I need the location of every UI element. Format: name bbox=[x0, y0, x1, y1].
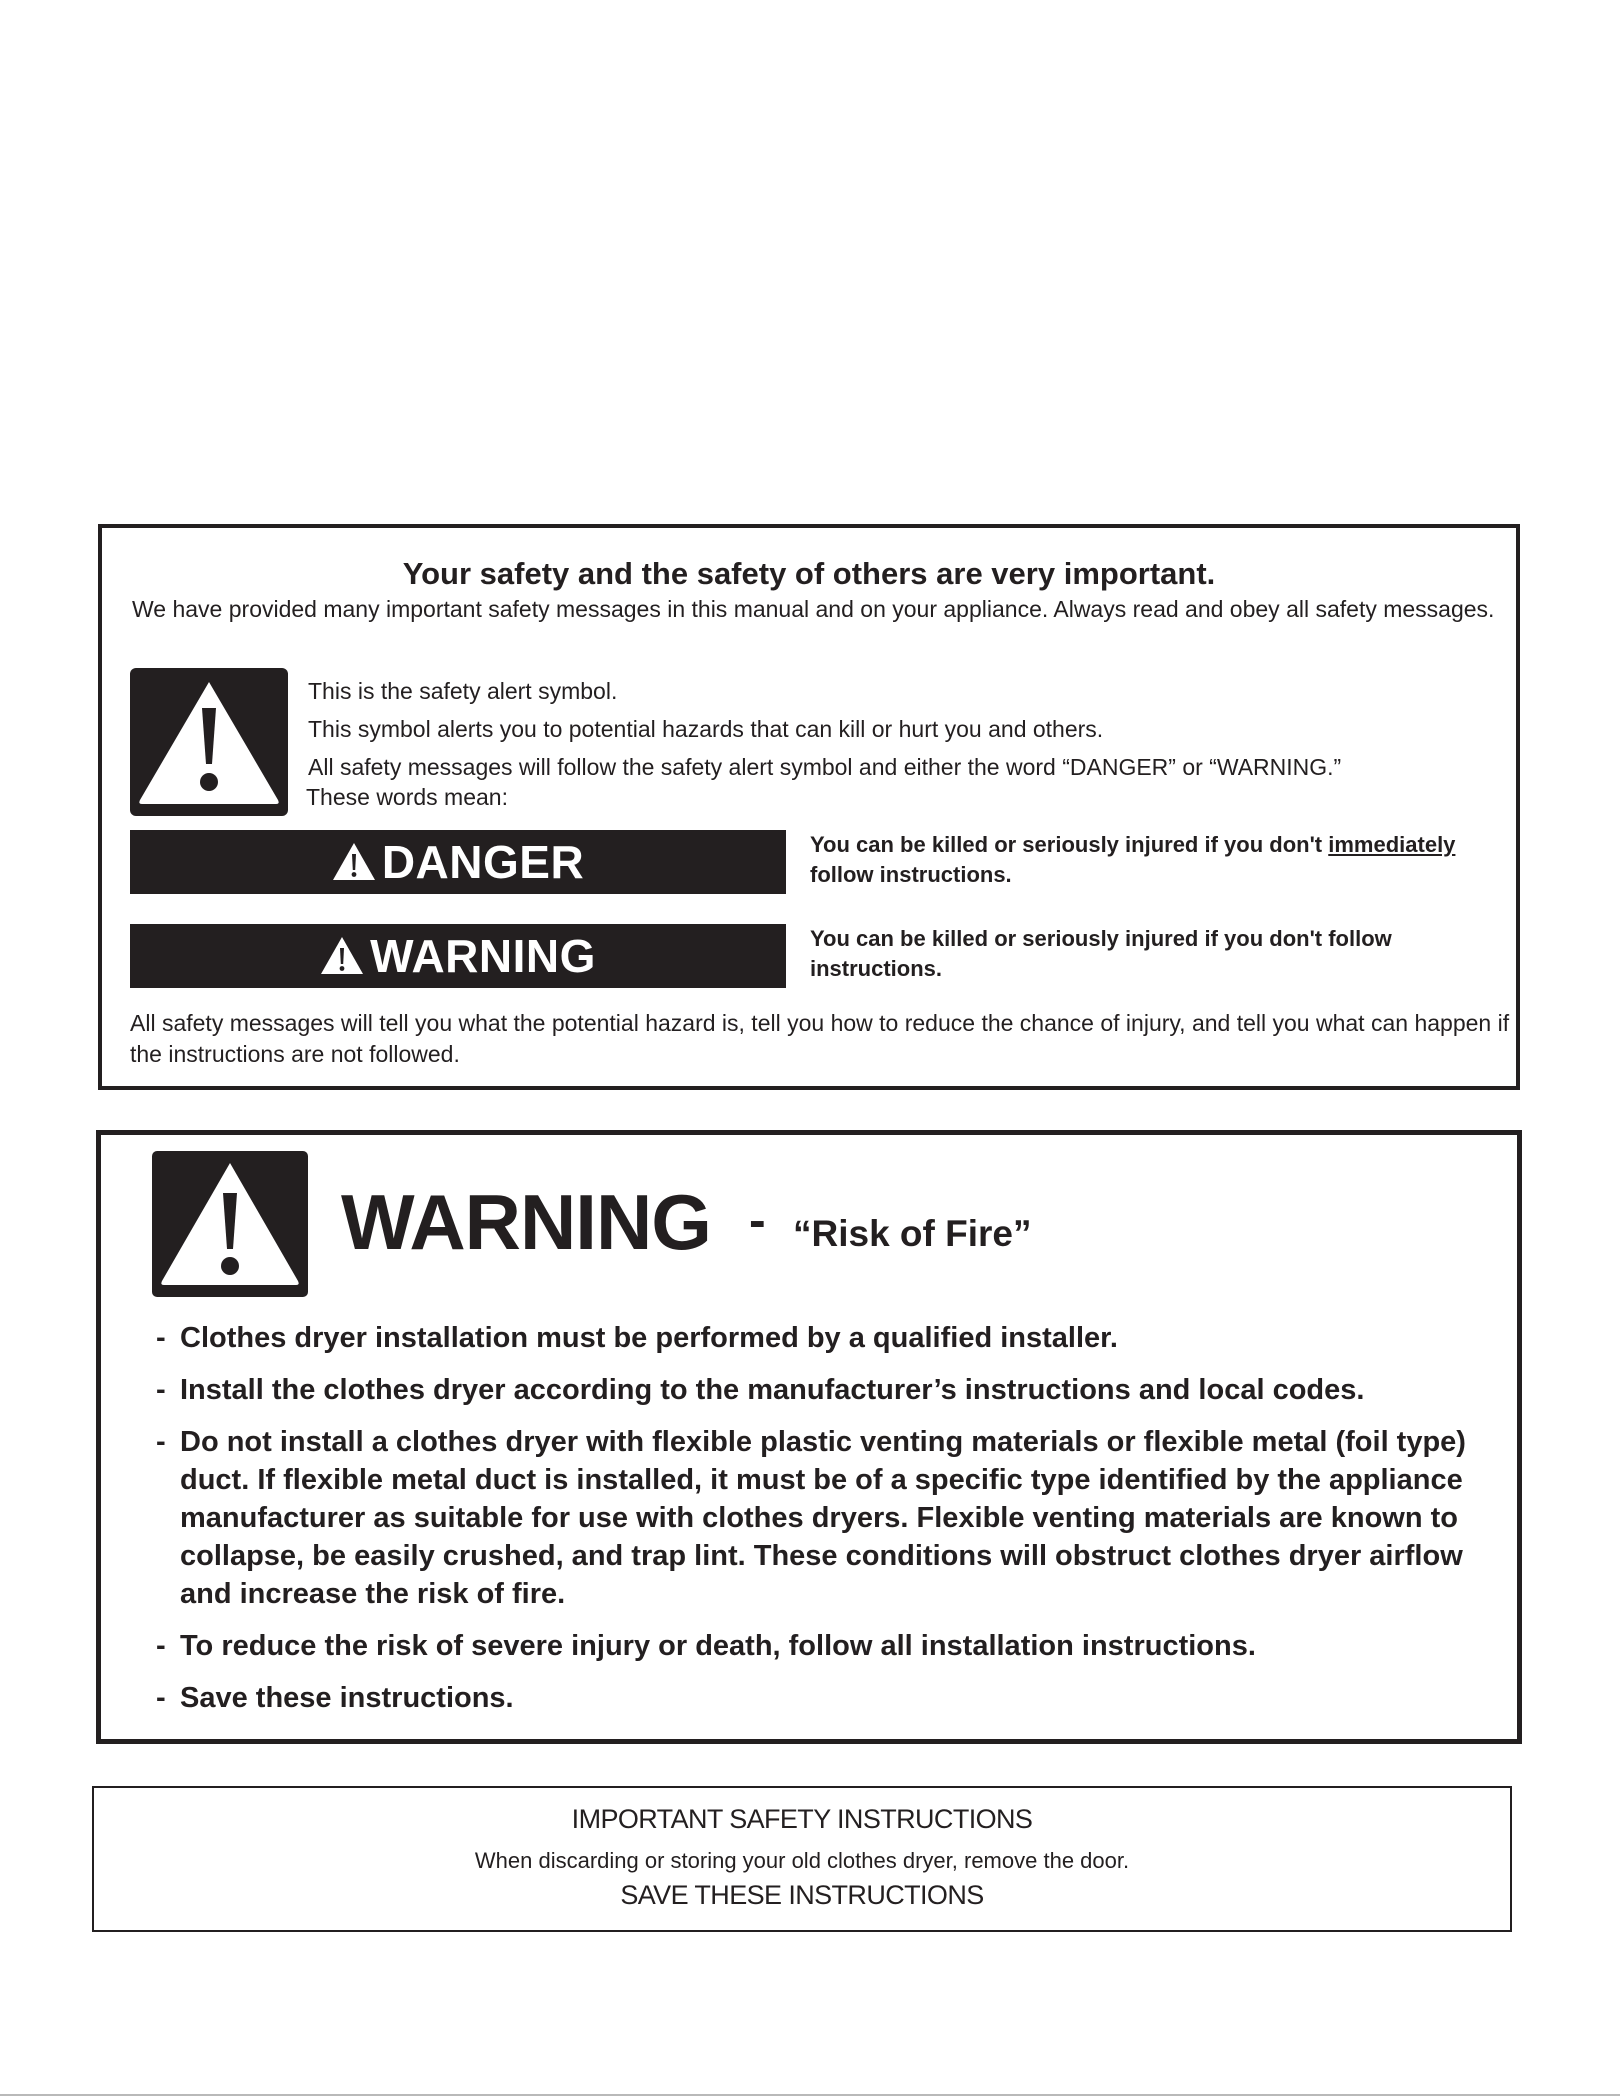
bullet-dash: - bbox=[156, 1322, 166, 1354]
safety-intro-text: We have provided many important safety messages in this manual and on your appliance. Always read and obey all safety messages. bbox=[132, 596, 1495, 622]
alert-line-2: This symbol alerts you to potential hazards that can kill or hurt you and others. bbox=[308, 716, 1104, 742]
fire-warning-list bbox=[156, 1319, 1516, 1731]
safety-footer-text: All safety messages will tell you what the potential hazard is, tell you how to reduce the chance of injury, and tell you what can happen if the instructions are not followed. bbox=[130, 1010, 1510, 1067]
danger-text-after: follow instructions. bbox=[810, 862, 1012, 887]
page-bottom-rule bbox=[0, 2094, 1620, 2096]
alert-line-3: All safety messages will follow the safety alert symbol and either the word “DANGER” or “WARNING.” bbox=[308, 754, 1342, 780]
safety-title: Your safety and the safety of others are very important. bbox=[402, 556, 1216, 591]
list-item bbox=[156, 1627, 1516, 1665]
danger-text-before: You can be killed or seriously injured if you don't bbox=[810, 832, 1329, 857]
list-item-text: To reduce the risk of severe injury or death, follow all installation instructions. bbox=[180, 1630, 1256, 1662]
list-item-text: Install the clothes dryer according to the manufacturer’s instructions and local codes. bbox=[180, 1374, 1365, 1406]
bullet-dash: - bbox=[156, 1630, 166, 1662]
bullet-dash: - bbox=[156, 1682, 166, 1714]
instructions-footer: SAVE THESE INSTRUCTIONS bbox=[620, 1880, 984, 1910]
list-item bbox=[156, 1679, 1516, 1717]
list-item-text: Do not install a clothes dryer with flexible plastic venting materials or flexible metal (foil type) duct. If flexible metal duct is installed, it must be of a specific type identified by the appliance manufacturer as suitable for use with clothes dryers. Flexible venting materials are known to collapse, be easily crushed, and trap lint. These conditions will obstruct clothes dryer airflow and increase the risk of fire. bbox=[180, 1426, 1466, 1610]
alert-triangle-icon bbox=[320, 936, 364, 976]
bullet-dash: - bbox=[156, 1426, 166, 1458]
fire-warning-dash: - bbox=[749, 1192, 766, 1248]
fire-warning-box bbox=[96, 1130, 1522, 1744]
danger-signal-bar bbox=[130, 830, 786, 894]
safety-alert-icon-small bbox=[152, 1151, 308, 1297]
alert-triangle-icon bbox=[332, 842, 376, 882]
alert-line-4: These words mean: bbox=[306, 784, 508, 810]
danger-label: DANGER bbox=[381, 836, 585, 888]
list-item bbox=[156, 1371, 1516, 1409]
fire-warning-heading: WARNING bbox=[341, 1178, 711, 1266]
safety-intro-box bbox=[98, 524, 1520, 1090]
bullet-dash: - bbox=[156, 1374, 166, 1406]
safety-alert-icon bbox=[130, 668, 288, 816]
list-item bbox=[156, 1423, 1516, 1613]
instructions-title: IMPORTANT SAFETY INSTRUCTIONS bbox=[571, 1804, 1033, 1834]
instructions-box bbox=[92, 1786, 1512, 1932]
list-item-text: Clothes dryer installation must be performed by a qualified installer. bbox=[180, 1322, 1118, 1354]
warning-signal-bar bbox=[130, 924, 786, 988]
instructions-text: When discarding or storing your old clothes dryer, remove the door. bbox=[474, 1848, 1130, 1873]
warning-description: You can be killed or seriously injured if you don't follow instructions. bbox=[810, 926, 1392, 981]
list-item bbox=[156, 1319, 1516, 1357]
danger-description bbox=[810, 830, 1510, 890]
danger-text-underlined: immediately bbox=[1328, 832, 1456, 857]
alert-line-1: This is the safety alert symbol. bbox=[308, 678, 618, 704]
warning-label: WARNING bbox=[370, 930, 596, 982]
list-item-text: Save these instructions. bbox=[180, 1682, 514, 1714]
fire-warning-subheading: “Risk of Fire” bbox=[793, 1213, 1032, 1254]
